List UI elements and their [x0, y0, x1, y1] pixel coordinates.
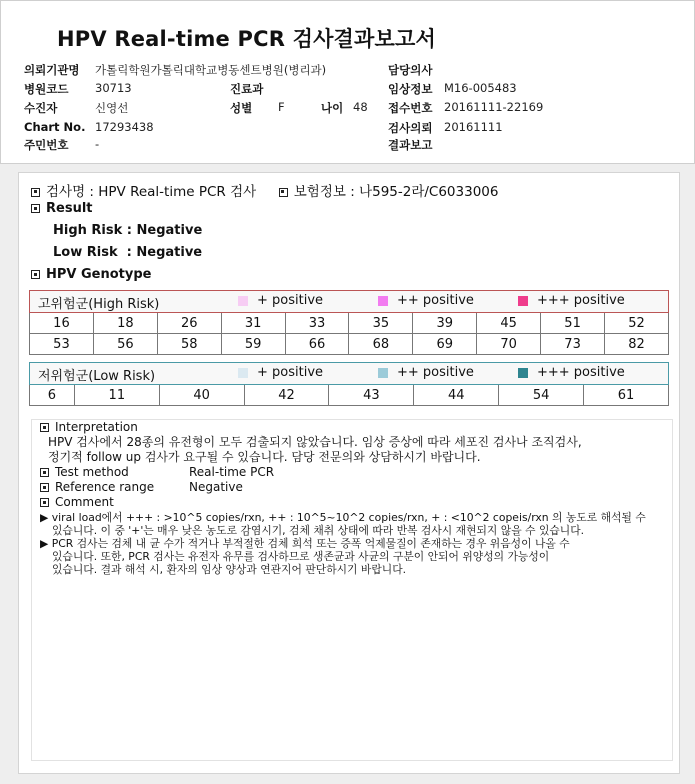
genotype-cell: 73 [541, 334, 605, 355]
clinical-label: 임상정보 [388, 82, 433, 96]
receipt-label: 접수번호 [388, 101, 433, 115]
legend-item: +++ positive [518, 365, 625, 380]
high-risk-result: High Risk : Negative [53, 223, 203, 238]
genotype-cell: 45 [477, 313, 541, 334]
genotype-cell: 6 [30, 385, 75, 406]
genotype-cell: 51 [541, 313, 605, 334]
bullet-square-icon [40, 483, 49, 492]
age-value: 48 [353, 100, 368, 114]
test-method-label: Test method [55, 465, 129, 479]
interpretation-heading: Interpretation [55, 420, 138, 434]
chart-value: 17293438 [95, 120, 154, 134]
exam-name: 검사명 : HPV Real-time PCR 검사 [46, 184, 257, 200]
low-risk-result: Low Risk : Negative [53, 245, 203, 260]
legend-swatch [238, 296, 248, 306]
patient-label: 수진자 [24, 101, 58, 115]
genotype-cell: 31 [221, 313, 285, 334]
bullet-square-icon [40, 423, 49, 432]
comment-line: ▶ PCR 검사는 검체 내 균 수가 적거나 부적절한 검체 희석 또는 증폭 억제물질이 존재하는 경우 위음성이 나올 수 [40, 537, 570, 550]
age-label: 나이 [321, 101, 344, 115]
genotype-cell: 44 [414, 385, 499, 406]
request-label: 검사의뢰 [388, 121, 433, 135]
sex-label: 성별 [230, 101, 253, 115]
genotype-cell: 43 [329, 385, 414, 406]
legend-swatch [378, 296, 388, 306]
genotype-cell: 82 [605, 334, 669, 355]
resident-label: 주민번호 [24, 138, 69, 152]
low-risk-table [29, 362, 669, 406]
clinical-value: M16-005483 [444, 81, 517, 95]
interpretation-text-2: 정기적 follow up 검사가 요구될 수 있습니다. 담당 전문의와 상담하시기 바랍니다. [48, 450, 481, 464]
comment-line: 있습니다. 결과 해석 시, 환자의 임상 양상과 연관지어 판단하시기 바랍니다. [52, 563, 407, 576]
genotype-heading: HPV Genotype [46, 267, 152, 282]
report-header [0, 0, 695, 164]
genotype-cell: 18 [93, 313, 157, 334]
genotype-cell: 26 [157, 313, 221, 334]
genotype-cell: 66 [285, 334, 349, 355]
comment-line: ▶ viral load에서 +++ : >10^5 copies/rxn, ++ : 10^5~10^2 copies/rxn, + : <10^2 copeis/rxn 의 농도로 해석될 수 [40, 511, 646, 524]
comment-line: 있습니다. 이 중 '+'는 매우 낮은 농도로 감염시기, 검체 채취 상태에 따라 반복 검사시 재현되지 않을 수 있습니다. [52, 524, 585, 537]
bullet-square-icon [31, 204, 40, 213]
low-risk-label: 저위험군(Low Risk) [38, 369, 156, 384]
comment-label: Comment [55, 495, 114, 509]
legend-swatch [518, 296, 528, 306]
legend-item: ++ positive [378, 293, 474, 308]
legend-item: +++ positive [518, 293, 625, 308]
genotype-cell: 35 [349, 313, 413, 334]
bullet-square-icon [40, 498, 49, 507]
result-heading: Result [46, 201, 93, 216]
genotype-cell: 54 [499, 385, 584, 406]
genotype-cell: 11 [74, 385, 159, 406]
reference-label: Reference range [55, 480, 155, 494]
patient-value: 신영선 [95, 101, 129, 115]
bullet-square-icon [31, 270, 40, 279]
genotype-cell: 39 [413, 313, 477, 334]
high-risk-label: 고위험군(High Risk) [38, 297, 160, 312]
bullet-square-icon [279, 188, 288, 197]
genotype-cell: 40 [159, 385, 244, 406]
legend-swatch [518, 368, 528, 378]
genotype-cell: 53 [30, 334, 94, 355]
genotype-cell: 69 [413, 334, 477, 355]
genotype-cell: 16 [30, 313, 94, 334]
institution-value: 가톨릭학원가톨릭대학교병동센트병원(병리과) [95, 63, 327, 77]
legend-item: + positive [238, 293, 323, 308]
insurance-info: 보험정보 : 나595-2라/C6033006 [293, 184, 499, 200]
high-risk-table [29, 290, 669, 355]
doctor-label: 담당의사 [388, 63, 433, 77]
institution-label: 의뢰기관명 [24, 63, 80, 77]
genotype-cell: 56 [93, 334, 157, 355]
legend-swatch [378, 368, 388, 378]
genotype-cell: 42 [244, 385, 329, 406]
genotype-cell: 70 [477, 334, 541, 355]
report-label: 결과보고 [388, 138, 433, 152]
hospital-code-label: 병원코드 [24, 82, 69, 96]
comment-line: 있습니다. 또한, PCR 검사는 유전자 유무를 검사하므로 생존균과 사균의 구분이 안되어 위양성의 가능성이 [52, 550, 550, 563]
receipt-value: 20161111-22169 [444, 100, 544, 114]
hospital-code-value: 30713 [95, 81, 132, 95]
resident-value: - [95, 137, 100, 151]
test-method-value: Real-time PCR [189, 465, 275, 479]
report-body [18, 172, 680, 774]
reference-value: Negative [189, 480, 243, 494]
interpretation-text-1: HPV 검사에서 28종의 유전형이 모두 검출되지 않았습니다. 임상 증상에 따라 세포진 검사나 조직검사, [48, 435, 582, 449]
request-value: 20161111 [444, 120, 503, 134]
bullet-square-icon [31, 188, 40, 197]
report-title: HPV Real-time PCR 검사결과보고서 [57, 27, 436, 51]
genotype-cell: 59 [221, 334, 285, 355]
genotype-cell: 33 [285, 313, 349, 334]
genotype-cell: 58 [157, 334, 221, 355]
genotype-cell: 61 [584, 385, 669, 406]
legend-swatch [238, 368, 248, 378]
sex-value: F [278, 100, 285, 114]
genotype-cell: 52 [605, 313, 669, 334]
legend-item: + positive [238, 365, 323, 380]
chart-label: Chart No. [24, 120, 86, 134]
interpretation-box [31, 419, 673, 761]
genotype-cell: 68 [349, 334, 413, 355]
bullet-square-icon [40, 468, 49, 477]
dept-label: 진료과 [230, 82, 264, 96]
legend-item: ++ positive [378, 365, 474, 380]
